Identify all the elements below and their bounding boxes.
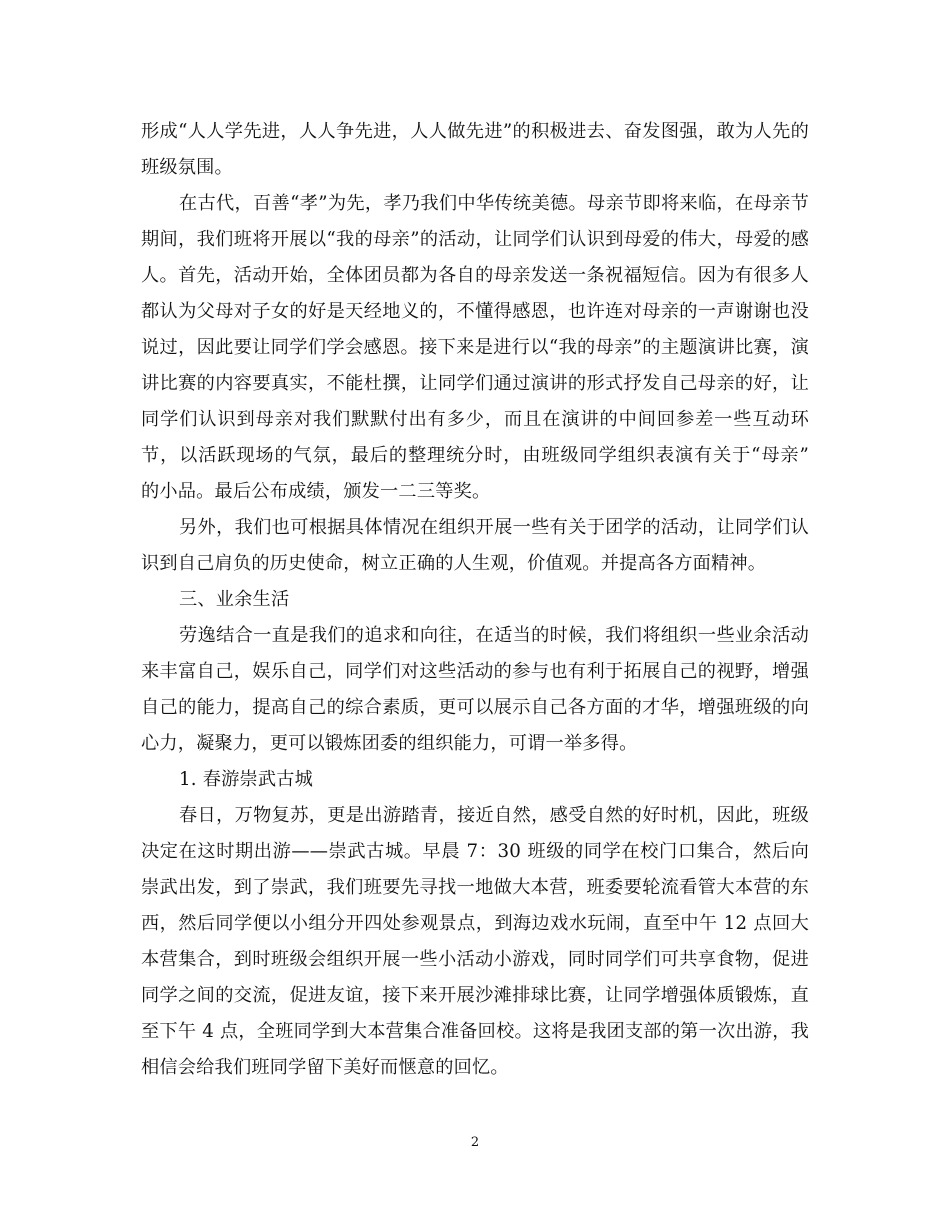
page-number: 2 [470,1135,480,1150]
paragraph-mothers-day: 在古代，百善“孝”为先，孝乃我们中华传统美德。母亲节即将来临，在母亲节期间，我们班将开展以“我的母亲”的活动，让同学们认识到母爱的伟大，母爱的感人。首先，活动开始，全体团员都为各自的母亲发送一条祝福短信。因为有很多人都认为父母对子女的好是天经地义的，不懂得感恩，也许连对母亲的一声谢谢也没说过，因此要让同学们学会感恩。接下来是进行以“我的母亲”的主题演讲比赛，演讲比赛的内容要真实，不能杜撰，让同学们通过演讲的形式抒发自己母亲的好，让同学们认识到母亲对我们默默付出有多少，而且在演讲的中间回参差一些互动环节，以活跃现场的气氛，最后的整理统分时，由班级同学组织表演有关于“母亲” 的小品。最后公布成绩，颁发一二三等奖。 [141,193,809,502]
subheading-spring-outing: 1. 春游崇武古城 [179,769,314,790]
section-heading-leisure: 三、业余生活 [179,589,290,610]
paragraph-spring-outing: 春日，万物复苏，更是出游踏青，接近自然，感受自然的好时机，因此，班级决定在这时期出游——崇武古城。早晨 7：30 班级的同学在校门口集合，然后向崇武出发，到了崇武，我们班要先寻找一地做大本营，班委要轮流看管大本营的东西，然后同学便以小组分开四处参观景点，到海边戏水玩闹，直至中午 12 点回大本营集合，到时班级会组织开展一些小活动小游戏，同时同学们可共享食物，促进同学之间的交流，促进友谊，接下来开展沙滩排球比赛，让同学增强体质锻炼，直至下午 4 点，全班同学到大本营集合准备回校。这将是我团支部的第一次出游，我相信会给我们班同学留下美好而惬意的回忆。 [141,805,809,1078]
paragraph-leisure-intro: 劳逸结合一直是我们的追求和向往，在适当的时候，我们将组织一些业余活动来丰富自己，娱乐自己，同学们对这些活动的参与也有利于拓展自己的视野，增强自己的能力，提高自己的综合素质，更可以展示自己各方面的才华，增强班级的向心力，凝聚力，更可以锻炼团委的组织能力，可谓一举多得。 [141,625,809,754]
document-body [141,114,809,1086]
paragraph-other-activities: 另外，我们也可根据具体情况在组织开展一些有关于团学的活动，让同学们认识到自己肩负的历史使命，树立正确的人生观，价值观。并提高各方面精神。 [141,517,809,574]
paragraph-continuation: 形成“人人学先进，人人争先进，人人做先进”的积极进去、奋发图强，敢为人先的班级氛围。 [141,121,809,178]
